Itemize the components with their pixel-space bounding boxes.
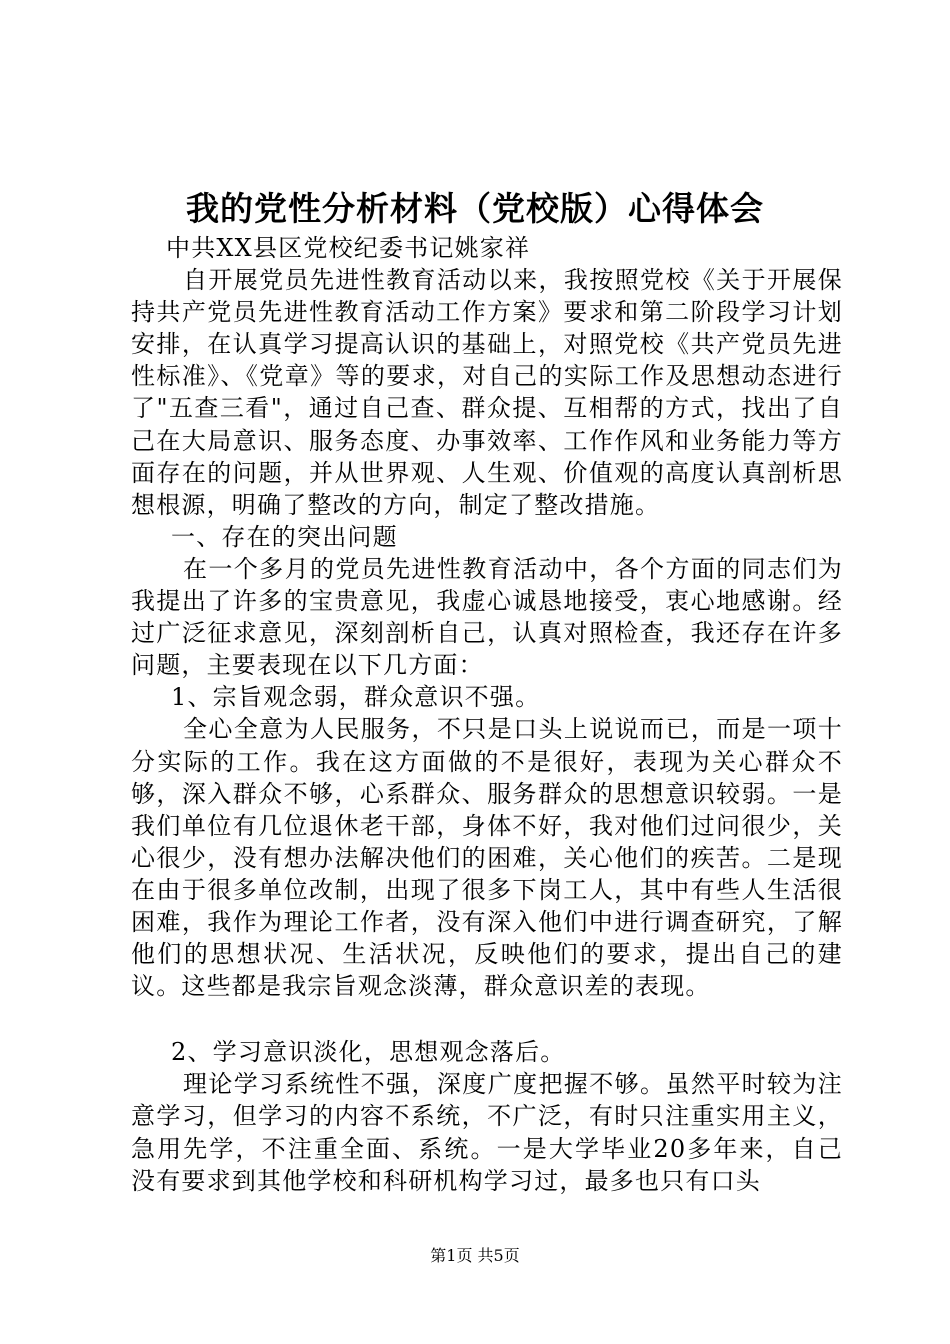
document-title: 我的党性分析材料（党校版）心得体会 bbox=[186, 189, 764, 228]
paragraph-problems-overview: 在一个多月的党员先进性教育活动中，各个方面的同志们为我提出了许多的宝贵意见，我虚心诚恳地接受，衷心地感谢。经过广泛征求意见，深刻剖析自己，认真对照检查，我还存在许多问题，主要表现在以下几方面： bbox=[131, 554, 843, 680]
document-body bbox=[131, 232, 843, 1197]
paragraph-intro: 自开展党员先进性教育活动以来，我按照党校《关于开展保持共产党员先进性教育活动工作方案》要求和第二阶段学习计划安排，在认真学习提高认识的基础上，对照党校《共产党员先进性标准》、《党章》等的要求，对自己的实际工作及思想动态进行了"五查三看"，通过自己查、群众提、互相帮的方式，找出了自己在大局意识、服务态度、办事效率、工作作风和业务能力等方面存在的问题，并从世界观、人生观、价值观的高度认真剖析思想根源，明确了整改的方向，制定了整改措施。 bbox=[131, 266, 843, 519]
paragraph-study: 理论学习系统性不强，深度广度把握不够。虽然平时较为注意学习，但学习的内容不系统，不广泛，有时只注重实用主义，急用先学，不注重全面、系统。一是大学毕业20多年来，自己没有要求到其他学校和科研机构学习过，最多也只有口头 bbox=[131, 1070, 843, 1195]
paragraph-purpose: 全心全意为人民服务，不只是口头上说说而已，而是一项十分实际的工作。我在这方面做的不是很好，表现为关心群众不够，深入群众不够，心系群众、服务群众的思想意识较弱。一是我们单位有几位退休老干部，身体不好，我对他们过问很少，关心很少，没有想办法解决他们的困难，关心他们的疾苦。二是现在由于很多单位改制，出现了很多下岗工人，其中有些人生活很困难，我作为理论工作者，没有深入他们中进行调查研究，了解他们的思想状况、生活状况，反映他们的要求，提出自己的建议。这些都是我宗旨观念淡薄，群众意识差的表现。 bbox=[131, 715, 843, 1001]
section-heading-problems: 一、存在的突出问题 bbox=[171, 522, 398, 551]
page-number-footer: 第1页 共5页 bbox=[430, 1246, 520, 1265]
subheading-study: 2、学习意识淡化，思想观念落后。 bbox=[171, 1038, 566, 1067]
subheading-purpose: 1、宗旨观念弱，群众意识不强。 bbox=[171, 683, 541, 712]
author-byline: 中共XX县区党校纪委书记姚家祥 bbox=[166, 234, 531, 262]
